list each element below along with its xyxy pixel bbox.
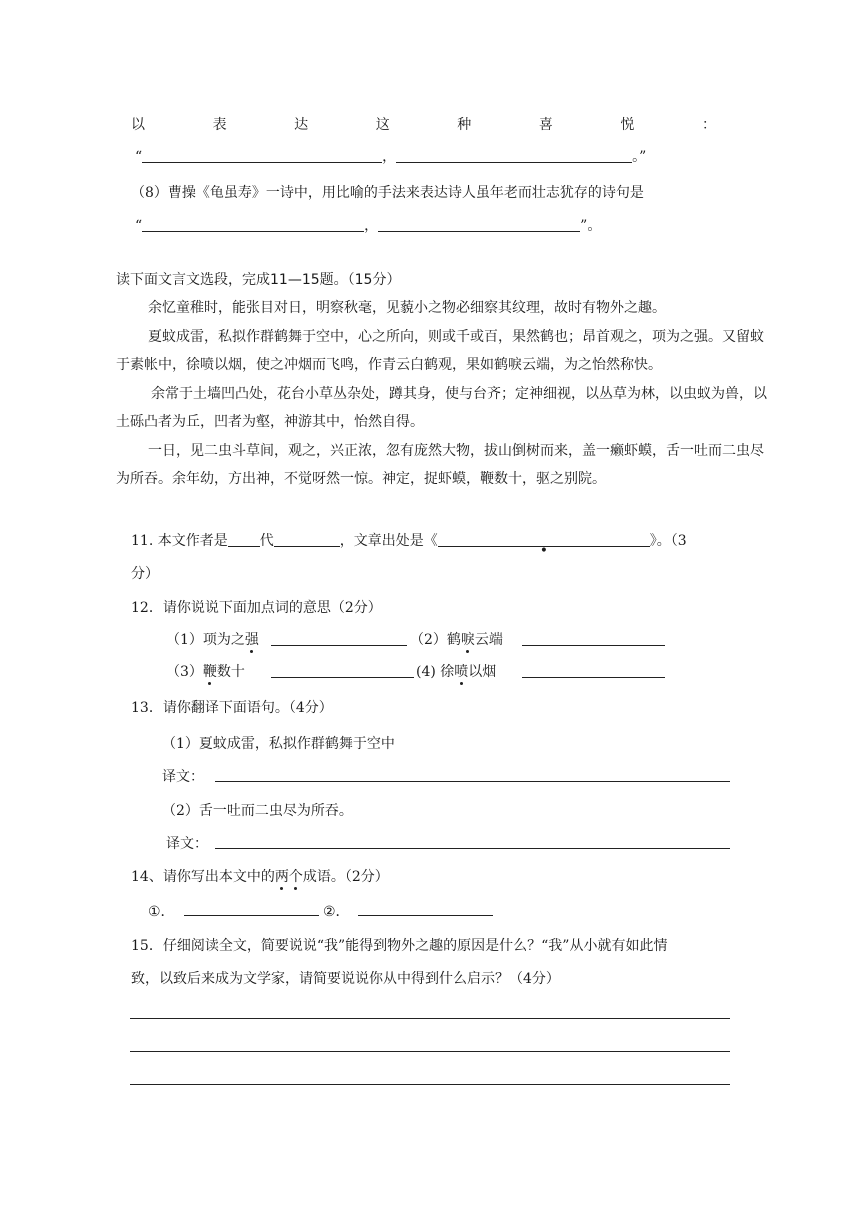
passage-paragraph: 为所吞。余年幼，方出神，不觉呀然一惊。神定，捉虾蟆，鞭数十，驱之别院。: [116, 471, 606, 487]
q14-prompt: 14、请你写出本文中的两个成语。（2分）: [131, 869, 389, 885]
q7-spread-line: [131, 114, 716, 134]
q14-label-2: ②．: [323, 904, 350, 920]
q13-prompt: 13．请你翻译下面语句。（4分）: [131, 700, 333, 716]
passage-paragraph: 于素帐中，徐喷以烟，使之冲烟而飞鸣，作青云白鹤观，果如鹤唳云端，为之怡然称快。: [116, 357, 662, 373]
q13-label-2: 译文：: [166, 836, 208, 852]
q12-item-2: （2）鹤唳云端: [410, 632, 503, 648]
q12-dotted-word: 唳: [460, 632, 475, 648]
q12-blank-2[interactable]: [522, 645, 665, 646]
q14-blank-2[interactable]: [358, 915, 493, 916]
q8-blank-2[interactable]: [378, 230, 580, 232]
q7-char: 喜: [538, 117, 553, 133]
q13-answer-line-2[interactable]: [215, 848, 730, 849]
q7-answer-line: “ ， 。”: [135, 149, 647, 165]
q12-blank-1[interactable]: [271, 645, 407, 646]
q14-dotted-word: 两: [274, 869, 289, 885]
q12-blank-3[interactable]: [271, 677, 414, 678]
q15-answer-line[interactable]: [130, 1084, 730, 1085]
passage-paragraph: 余常于土墙凹凸处，花台小草丛杂处，蹲其身，使与台齐；定神细视，以丛草为林，以虫蚁为兽，以: [151, 386, 767, 402]
q14-label-1: ①．: [148, 904, 175, 920]
q7-char: 表: [212, 117, 227, 133]
q13-answer-line-1[interactable]: [215, 781, 730, 782]
q7-char: 以: [131, 117, 145, 133]
q13-label-1: 译文：: [162, 769, 204, 785]
passage-paragraph: 余忆童稚时，能张目对日，明察秋毫，见藐小之物必细察其纹理，故时有物外之趣。: [148, 300, 666, 316]
q13-sentence-2: （2）舌一吐而二虫尽为所吞。: [162, 803, 353, 819]
q12-item-4: (4) 徐喷以烟: [416, 664, 497, 680]
q15-answer-line[interactable]: [130, 1051, 730, 1052]
q11-dynasty-blank[interactable]: [228, 545, 260, 547]
q7-char: 这: [375, 117, 390, 133]
q7-char: ：: [701, 117, 716, 133]
q12-dotted-word: 鞭: [202, 664, 217, 680]
q7-char: 达: [294, 117, 309, 133]
q11-line: 11. 本文作者是 代 ，文章出处是《 • 》。（3: [131, 533, 687, 559]
q8-blank-1[interactable]: [142, 230, 364, 232]
q7-blank-1[interactable]: [142, 161, 382, 163]
passage-paragraph: 一日，见二虫斗草间，观之，兴正浓，忽有庞然大物，拔山倒树而来，盖一癞虾蟆，舌一吐而二虫尽: [148, 443, 764, 459]
q8-prompt: （8）曹操《龟虽寿》一诗中，用比喻的手法来表达诗人虽年老而壮志犹存的诗句是: [131, 185, 644, 201]
q11-source-blank[interactable]: [438, 543, 650, 559]
q13-sentence-1: （1）夏蚊成雷，私拟作群鹤舞于空中: [162, 736, 395, 752]
q11-author-blank[interactable]: [274, 545, 340, 547]
q15-prompt-line-2: 致，以致后来成为文学家，请简要说说你从中得到什么启示？（4分）: [131, 971, 560, 987]
q11-mid-dot: •: [539, 543, 548, 559]
passage-paragraph: 土砾凸者为丘，凹者为壑，神游其中，怡然自得。: [116, 414, 424, 430]
passage-paragraph: 夏蚊成雷，私拟作群鹤舞于空中，心之所向，则或千或百，果然鹤也；昂首观之，项为之强。又留蚊: [148, 329, 764, 345]
q12-prompt: 12．请你说说下面加点词的意思（2分）: [131, 600, 382, 616]
reading-intro: 读下面文言文选段，完成11—15题。（15分）: [116, 272, 401, 288]
q14-dotted-word: 个: [288, 869, 303, 885]
q7-char: 悦: [620, 117, 635, 133]
q12-blank-4[interactable]: [522, 677, 665, 678]
q15-prompt-line-1: 15．仔细阅读全文，简要说说“我”能得到物外之趣的原因是什么？“我”从小就有如此情: [131, 938, 668, 954]
q7-blank-2[interactable]: [396, 161, 632, 163]
q12-dotted-word: 强: [244, 632, 259, 648]
q11-line-2: 分）: [131, 566, 159, 582]
q12-dotted-word: 喷: [454, 664, 469, 680]
q12-item-3: （3）鞭数十: [166, 664, 245, 680]
q7-char: 种: [457, 117, 472, 133]
q14-blank-1[interactable]: [184, 915, 319, 916]
q15-answer-line[interactable]: [130, 1018, 730, 1019]
q12-item-1: （1）项为之强: [166, 632, 259, 648]
q8-answer-line: “ ， ”。: [135, 218, 602, 234]
